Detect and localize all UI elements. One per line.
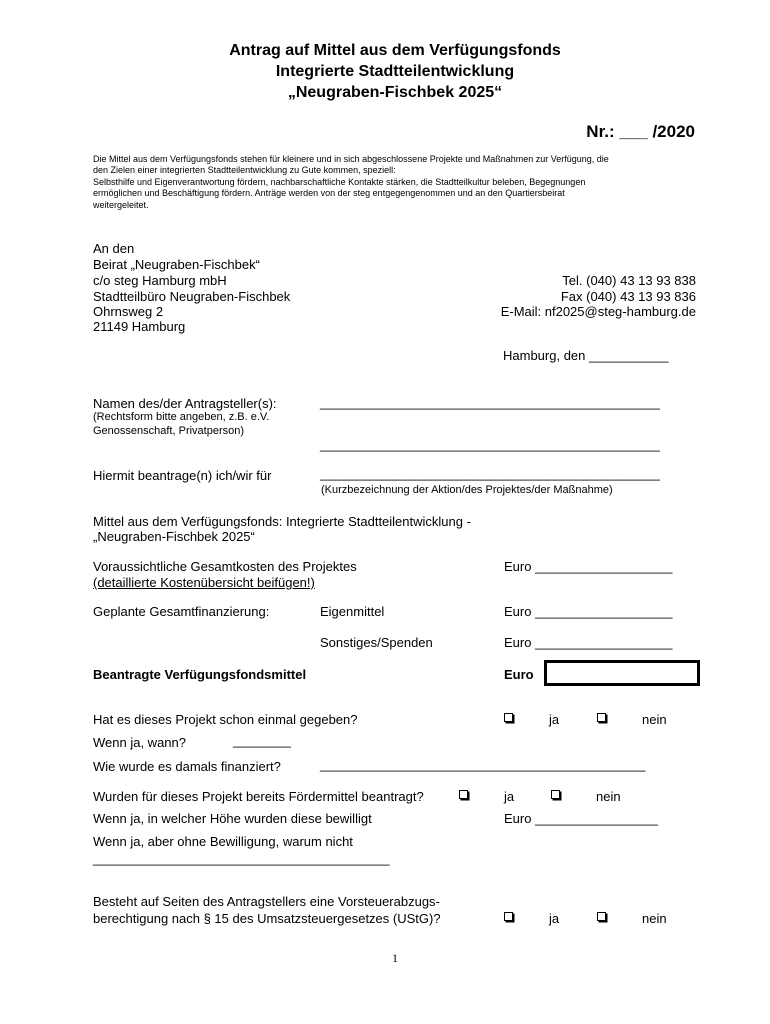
applicant-hint-line1: (Rechtsform bitte angeben, z.B. e.V.	[93, 411, 270, 423]
own-funds-field[interactable]: Euro ___________________	[504, 604, 673, 619]
form-title-line2: Integrierte Stadtteilentwicklung	[275, 63, 515, 80]
total-cost-label: Voraussichtliche Gesamtkosten des Projektes	[93, 559, 357, 574]
project-title-field[interactable]: _______________________________________________	[320, 466, 660, 481]
q2-no-label: nein	[596, 789, 621, 804]
requested-funds-currency: Euro	[504, 667, 534, 682]
total-cost-field[interactable]: Euro ___________________	[504, 559, 673, 574]
requested-funds-label: Beantragte Verfügungsfondsmittel	[93, 667, 307, 682]
applicant-hint-line2: Genossenschaft, Privatperson)	[93, 425, 245, 437]
form-title-line1: Antrag auf Mittel aus dem Verfügungsfonds	[229, 42, 561, 59]
q1-when-field[interactable]: ________	[233, 733, 291, 748]
q2-amount-label: Wenn ja, in welcher Höhe wurden diese bewilligt	[93, 811, 372, 826]
financing-label: Geplante Gesamtfinanzierung:	[93, 604, 270, 619]
q2-yes-checkbox[interactable]	[459, 790, 468, 799]
total-cost-hint: (detaillierte Kostenübersicht beifügen!)	[93, 575, 315, 590]
funds-line1: Mittel aus dem Verfügungsfonds: Integrierte Stadtteilentwicklung -	[93, 514, 471, 529]
address-line3: c/o steg Hamburg mbH	[93, 273, 227, 288]
q1-no-checkbox[interactable]	[597, 713, 606, 722]
q2-no-checkbox[interactable]	[551, 790, 560, 799]
q2-yes-label: ja	[504, 789, 515, 804]
other-funds-field[interactable]: Euro ___________________	[504, 635, 673, 650]
date-field[interactable]: Hamburg, den ___________	[503, 348, 669, 363]
project-title-hint: (Kurzbezeichnung der Aktion/des Projektes/der Maßnahme)	[321, 484, 613, 496]
applicant-name-field-2[interactable]: _______________________________________________	[320, 437, 660, 452]
intro-line1: Die Mittel aus dem Verfügungsfonds stehen für kleinere und in sich abgeschlossene Projekte und Maßnahmen zur Verfügung, die	[93, 154, 609, 164]
intro-line3: Selbsthilfe und Eigenverantwortung fördern, nachbarschaftliche Kontakte stärken, die Stadtteilkultur beleben, Begegnungen	[93, 177, 586, 187]
q3-yes-label: ja	[549, 911, 560, 926]
q1-when-label: Wenn ja, wann?	[93, 735, 186, 750]
q3-label-line1: Besteht auf Seiten des Antragstellers eine Vorsteuerabzugs-	[93, 894, 440, 909]
q1-financed-field[interactable]: _____________________________________________	[320, 757, 646, 772]
contact-email: E-Mail: nf2025@steg-hamburg.de	[500, 304, 696, 319]
q2-why-field[interactable]: _________________________________________	[93, 851, 390, 866]
applicant-label: Namen des/der Antragsteller(s):	[93, 396, 277, 411]
form-title-line3: „Neugraben-Fischbek 2025“	[287, 84, 503, 101]
q3-label-line2: berechtigung nach § 15 des Umsatzsteuergesetzes (UStG)?	[93, 911, 441, 926]
application-number: Nr.: ___ /2020	[586, 122, 695, 141]
q3-no-label: nein	[642, 911, 667, 926]
q1-yes-label: ja	[549, 712, 560, 727]
q3-no-checkbox[interactable]	[597, 912, 606, 921]
q2-amount-field[interactable]: Euro _________________	[504, 811, 658, 826]
q1-no-label: nein	[642, 712, 667, 727]
own-funds-label: Eigenmittel	[320, 604, 385, 619]
address-line2: Beirat „Neugraben-Fischbek“	[93, 257, 260, 272]
address-line1: An den	[93, 241, 135, 256]
contact-tel: Tel. (040) 43 13 93 838	[562, 273, 696, 288]
q2-label: Wurden für dieses Projekt bereits Fördermittel beantragt?	[93, 789, 424, 804]
address-line5: Ohrnsweg 2	[93, 304, 164, 319]
funds-line2: „Neugraben-Fischbek 2025“	[93, 529, 255, 544]
request-label: Hiermit beantrage(n) ich/wir für	[93, 468, 272, 483]
contact-fax: Fax (040) 43 13 93 836	[560, 289, 696, 304]
q2-why-label: Wenn ja, aber ohne Bewilligung, warum nicht	[93, 834, 353, 849]
q1-label: Hat es dieses Projekt schon einmal gegeben?	[93, 712, 358, 727]
requested-funds-input[interactable]	[544, 660, 700, 686]
intro-line2: den Zielen einer integrierten Stadtteilentwicklung zu Gute kommen, speziell:	[93, 165, 396, 175]
other-funds-label: Sonstiges/Spenden	[320, 635, 433, 650]
q3-yes-checkbox[interactable]	[504, 912, 513, 921]
address-line6: 21149 Hamburg	[93, 319, 186, 334]
applicant-name-field[interactable]: _______________________________________________	[320, 395, 660, 410]
address-line4: Stadtteilbüro Neugraben-Fischbek	[93, 289, 291, 304]
intro-line5: weitergeleitet.	[93, 200, 149, 210]
q1-financed-label: Wie wurde es damals finanziert?	[93, 759, 281, 774]
page-number: 1	[392, 951, 398, 965]
intro-line4: ermöglichen und Beschäftigung fördern. Anträge werden von der steg entgegengenommen und an den Quartiersbeirat	[93, 188, 565, 198]
q1-yes-checkbox[interactable]	[504, 713, 513, 722]
